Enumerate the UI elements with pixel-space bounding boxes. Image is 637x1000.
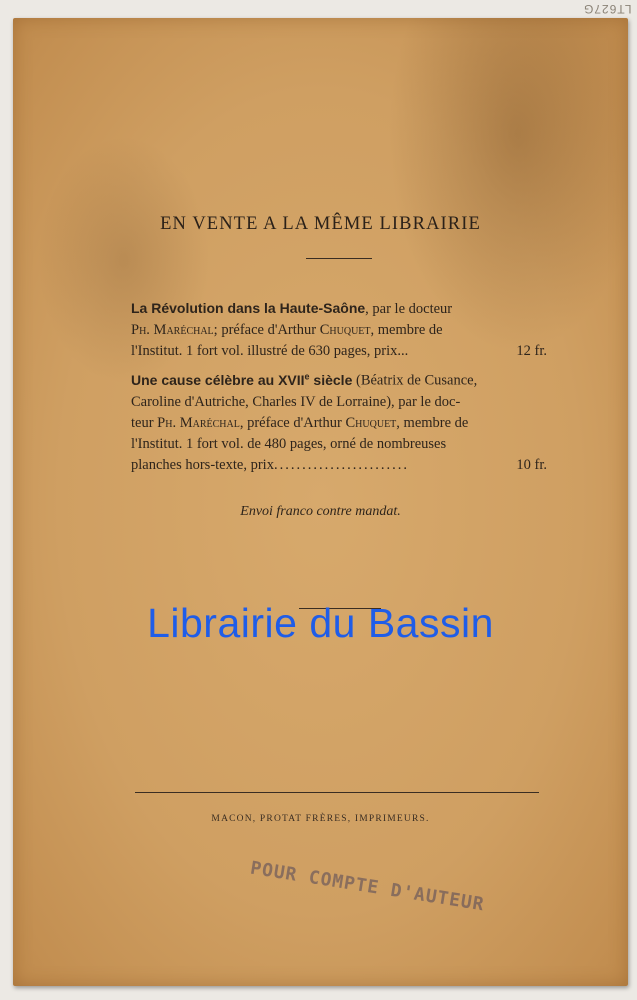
entry-2-line-5: planches hors-texte, prix........................ 10 fr. — [131, 455, 547, 476]
entry-1-line-1: La Révolution dans la Haute-Saône, par le docteur — [131, 300, 453, 317]
entry-2-line-1: Une cause célèbre au XVIIe siècle (Béatrix de Cusance, — [131, 371, 478, 389]
entry-1-line-3: l'Institut. 1 fort vol. illustré de 630 pages, prix... 12 fr. — [131, 341, 547, 362]
cover-heading: EN VENTE A LA MÊME LIBRAIRIE — [160, 214, 481, 234]
book-entry-2 — [131, 366, 547, 476]
entry-2-line-2: Caroline d'Autriche, Charles IV de Lorraine), par le doc- — [131, 393, 461, 410]
heading-divider — [306, 258, 372, 259]
entry-2-price: 10 fr. — [516, 456, 547, 473]
entry-1-line-2: Ph. Maréchal; préface d'Arthur Chuquet, membre de — [131, 322, 443, 338]
entry-1-price: 12 fr. — [516, 343, 547, 359]
entry-1-prefacer: Chuquet — [319, 322, 371, 338]
entry-1-author: Maréchal — [153, 322, 214, 338]
entry-2-line-4: l'Institut. 1 fort vol. de 480 pages, orné de nombreuses — [131, 435, 447, 452]
entry-1-title: La Révolution dans la Haute-Saône — [131, 300, 366, 316]
entry-2-title: Une cause célèbre au XVIIe siècle — [131, 371, 353, 388]
entry-2-line-3: teur Ph. Maréchal, préface d'Arthur Chuquet, membre de — [131, 414, 469, 431]
seller-watermark: Librairie du Bassin — [147, 600, 494, 646]
ink-stamp: POUR COMPTE D'AUTEUR — [248, 857, 486, 916]
catalog-sticker-code: LT627G — [582, 2, 631, 16]
book-back-cover — [13, 18, 628, 986]
envoi-note: Envoi franco contre mandat. — [240, 504, 401, 519]
book-entry-1 — [131, 298, 547, 362]
printer-divider — [135, 792, 539, 793]
entry-2-prefacer: Chuquet — [345, 414, 397, 431]
entry-2-author: Maréchal — [179, 414, 240, 431]
printer-imprint: MACON, PROTAT FRÈRES, IMPRIMEURS. — [211, 814, 430, 824]
